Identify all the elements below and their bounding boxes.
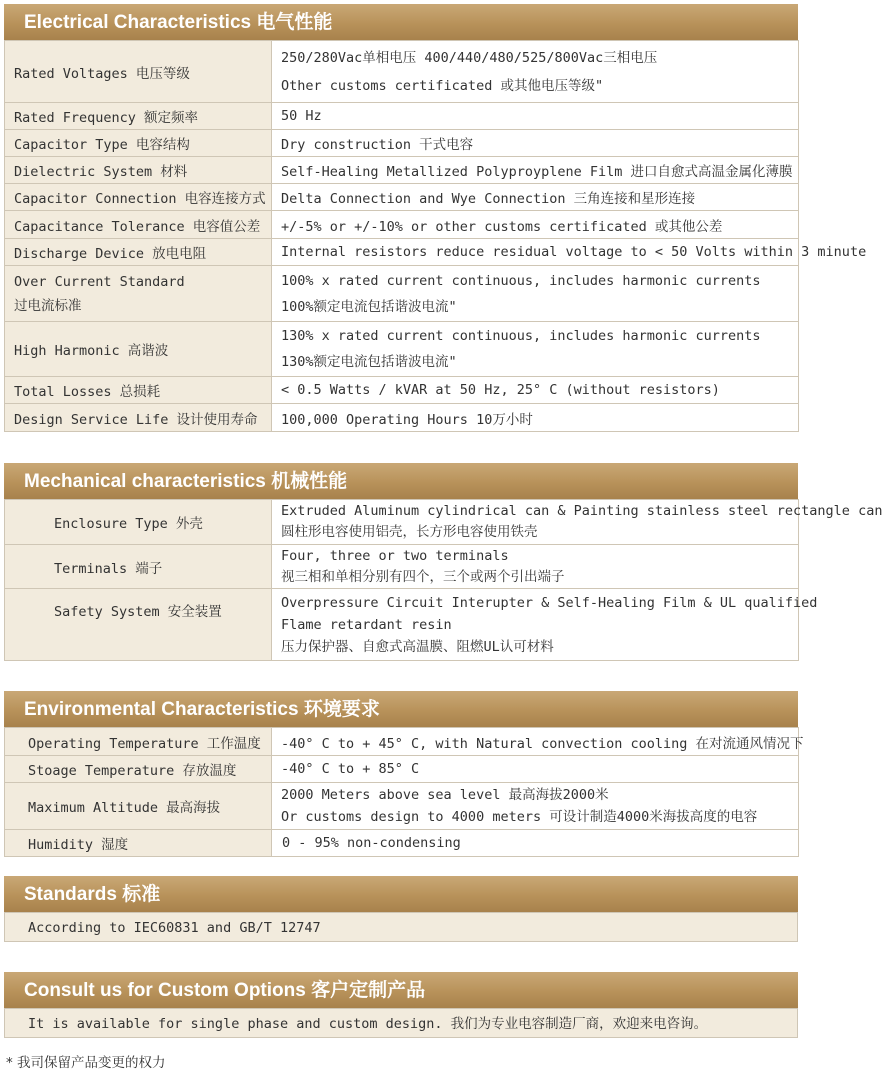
spec-label: Discharge Device 放电电阻: [5, 239, 272, 266]
table-row: [5, 545, 799, 589]
custom-options-header: Consult us for Custom Options 客户定制产品: [4, 972, 798, 1008]
electrical-section: [4, 4, 867, 432]
spec-value-line: Extruded Aluminum cylindrical can & Painting stainless steel rectangle can: [281, 503, 882, 519]
standards-text: According to IEC60831 and GB/T 12747: [4, 912, 798, 942]
spec-value-line: 2000 Meters above sea level 最高海拔2000米: [281, 787, 609, 803]
spec-value-line: 250/280Vac单相电压 400/440/480/525/800Vac三相电压: [281, 49, 658, 66]
table-row: [5, 239, 799, 266]
table-row: [5, 756, 799, 783]
spec-value-line: 圆柱形电容使用铝壳，长方形电容使用铁壳: [281, 524, 538, 540]
spec-value-line: 130% x rated current continuous, includes harmonic currents: [281, 328, 761, 344]
spec-value: [272, 266, 799, 322]
table-row: [5, 130, 799, 157]
table-row: [5, 184, 799, 211]
table-row: [5, 589, 799, 661]
spec-label: Rated Frequency 额定频率: [5, 103, 272, 130]
spec-value: < 0.5 Watts / kVAR at 50 Hz, 25° C (without resistors): [272, 377, 799, 404]
spec-value-line: 视三相和单相分别有四个，三个或两个引出端子: [281, 568, 565, 585]
electrical-table: [4, 40, 867, 432]
spec-value-line: Or customs design to 4000 meters 可设计制造4000米海拔高度的电容: [281, 809, 758, 825]
spec-value: Delta Connection and Wye Connection 三角连接和星形连接: [272, 184, 799, 211]
spec-label: High Harmonic 高谐波: [5, 322, 272, 377]
spec-value: [272, 545, 799, 589]
table-row: [5, 157, 799, 184]
spec-label: Capacitor Connection 电容连接方式: [5, 184, 272, 211]
spec-label: [5, 266, 272, 322]
spec-value: [272, 500, 882, 545]
standards-header: Standards 标准: [4, 876, 798, 912]
spec-value: 0 - 95% non-condensing: [272, 830, 799, 857]
environmental-section: [4, 691, 804, 857]
spec-value: Self-Healing Metallized Polyproyplene Film 进口自愈式高温金属化薄膜: [272, 157, 799, 184]
spec-label: Rated Voltages 电压等级: [5, 41, 272, 103]
table-row: [5, 783, 799, 830]
spec-value: -40° C to + 85° C: [272, 756, 799, 783]
spec-value-line: Other customs certificated 或其他电压等级": [281, 77, 604, 94]
spec-label: Enclosure Type 外壳: [5, 500, 272, 545]
table-row: [5, 266, 799, 322]
spec-value: [272, 783, 799, 830]
environmental-table: [4, 727, 804, 857]
spec-value-line: 130%额定电流包括谐波电流": [281, 354, 457, 370]
spec-value-line: Four, three or two terminals: [281, 547, 509, 564]
mechanical-table: [4, 499, 882, 661]
table-row: [5, 41, 799, 103]
spec-value-line: Flame retardant resin: [281, 616, 452, 633]
custom-options-section: [4, 972, 798, 1038]
spec-label: Maximum Altitude 最高海拔: [5, 783, 272, 830]
footnote: * 我司保留产品变更的权力: [6, 1055, 166, 1071]
spec-label: Dielectric System 材料: [5, 157, 272, 184]
mechanical-section: [4, 463, 882, 661]
spec-label: Safety System 安全装置: [5, 589, 272, 661]
spec-value: Internal resistors reduce residual voltage to < 50 Volts within 3 minute: [272, 239, 799, 266]
spec-value: Dry construction 干式电容: [272, 130, 799, 157]
spec-label: Capacitor Type 电容结构: [5, 130, 272, 157]
spec-value: +/-5% or +/-10% or other customs certificated 或其他公差: [272, 211, 799, 239]
spec-value: [272, 41, 799, 103]
spec-label-line: 过电流标准: [14, 297, 82, 314]
table-row: [5, 211, 799, 239]
spec-value: 100,000 Operating Hours 10万小时: [272, 404, 799, 432]
spec-value-line: Overpressure Circuit Interupter & Self-Healing Film & UL qualified: [281, 594, 818, 611]
table-row: [5, 322, 799, 377]
standards-section: [4, 876, 798, 942]
spec-label: Stoage Temperature 存放温度: [5, 756, 272, 783]
spec-label: Total Losses 总损耗: [5, 377, 272, 404]
spec-value: -40° C to + 45° C, with Natural convection cooling 在对流通风情况下: [272, 728, 799, 756]
spec-value: [272, 589, 818, 661]
table-row: [5, 500, 799, 545]
spec-label: Humidity 湿度: [5, 830, 272, 857]
spec-value-line: 100% x rated current continuous, includes harmonic currents: [281, 272, 761, 289]
spec-label-line: Over Current Standard: [14, 273, 185, 290]
environmental-header: Environmental Characteristics 环境要求: [4, 691, 798, 727]
table-row: [5, 830, 799, 857]
spec-value: 50 Hz: [272, 103, 799, 130]
spec-value-line: 100%额定电流包括谐波电流": [281, 298, 457, 315]
spec-label: Operating Temperature 工作温度: [5, 728, 272, 756]
mechanical-header: Mechanical characteristics 机械性能: [4, 463, 798, 499]
spec-value-line: 压力保护器、自愈式高温膜、阻燃UL认可材料: [281, 638, 554, 655]
spec-label: Capacitance Tolerance 电容值公差: [5, 211, 272, 239]
table-row: [5, 728, 799, 756]
electrical-header: Electrical Characteristics 电气性能: [4, 4, 798, 40]
spec-value: [272, 322, 799, 377]
table-row: [5, 103, 799, 130]
table-row: [5, 404, 799, 432]
spec-label: Terminals 端子: [5, 545, 272, 589]
table-row: [5, 377, 799, 404]
custom-options-text: It is available for single phase and custom design. 我们为专业电容制造厂商，欢迎来电咨询。: [4, 1008, 798, 1038]
spec-label: Design Service Life 设计使用寿命: [5, 404, 272, 432]
